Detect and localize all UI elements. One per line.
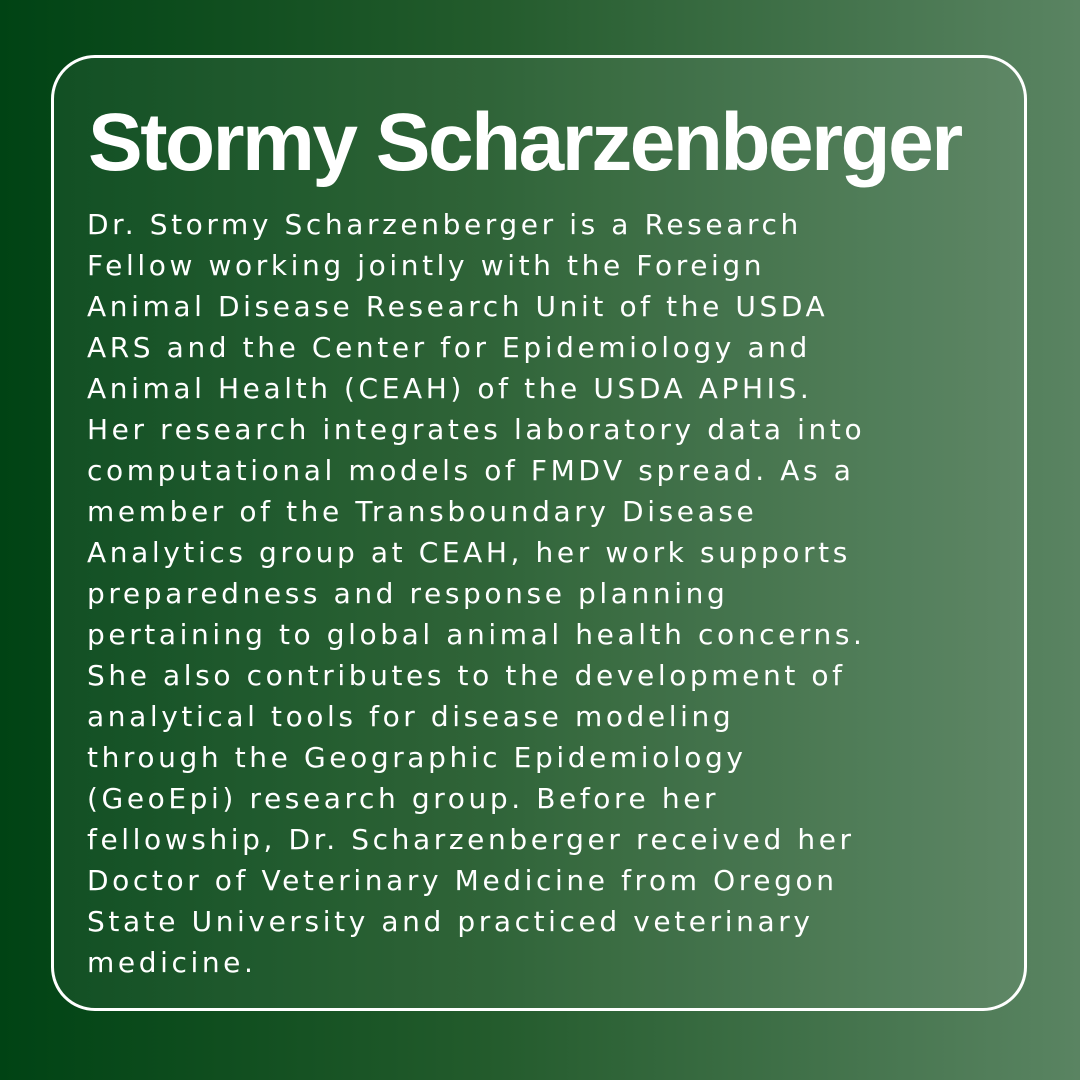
bio-line: computational models of FMDV spread. As a	[87, 454, 855, 487]
bio-line: analytical tools for disease modeling	[87, 700, 735, 733]
bio-line: Doctor of Veterinary Medicine from Oregon	[87, 864, 838, 897]
bio-line: Analytics group at CEAH, her work supports	[87, 536, 851, 569]
bio-line: Dr. Stormy Scharzenberger is a Research	[87, 208, 802, 241]
bio-line: member of the Transboundary Disease	[87, 495, 758, 528]
bio-line: (GeoEpi) research group. Before her	[87, 782, 720, 815]
bio-line: Her research integrates laboratory data into	[87, 413, 866, 446]
bio-line: Animal Disease Research Unit of the USDA	[87, 290, 829, 323]
bio-line: pertaining to global animal health concerns.	[87, 618, 866, 651]
bio-line: Fellow working jointly with the Foreign	[87, 249, 766, 282]
bio-line: fellowship, Dr. Scharzenberger received her	[87, 823, 855, 856]
bio-line: through the Geographic Epidemiology	[87, 741, 747, 774]
bio-line: State University and practiced veterinary	[87, 905, 814, 938]
bio-line: preparedness and response planning	[87, 577, 729, 610]
profile-card	[51, 55, 1027, 1011]
bio-line: Animal Health (CEAH) of the USDA APHIS.	[87, 372, 813, 405]
profile-bio	[87, 204, 1017, 983]
bio-line: medicine.	[87, 946, 257, 979]
profile-name: Stormy Scharzenberger	[88, 97, 961, 188]
bio-line: ARS and the Center for Epidemiology and	[87, 331, 811, 364]
bio-line: She also contributes to the development of	[87, 659, 846, 692]
